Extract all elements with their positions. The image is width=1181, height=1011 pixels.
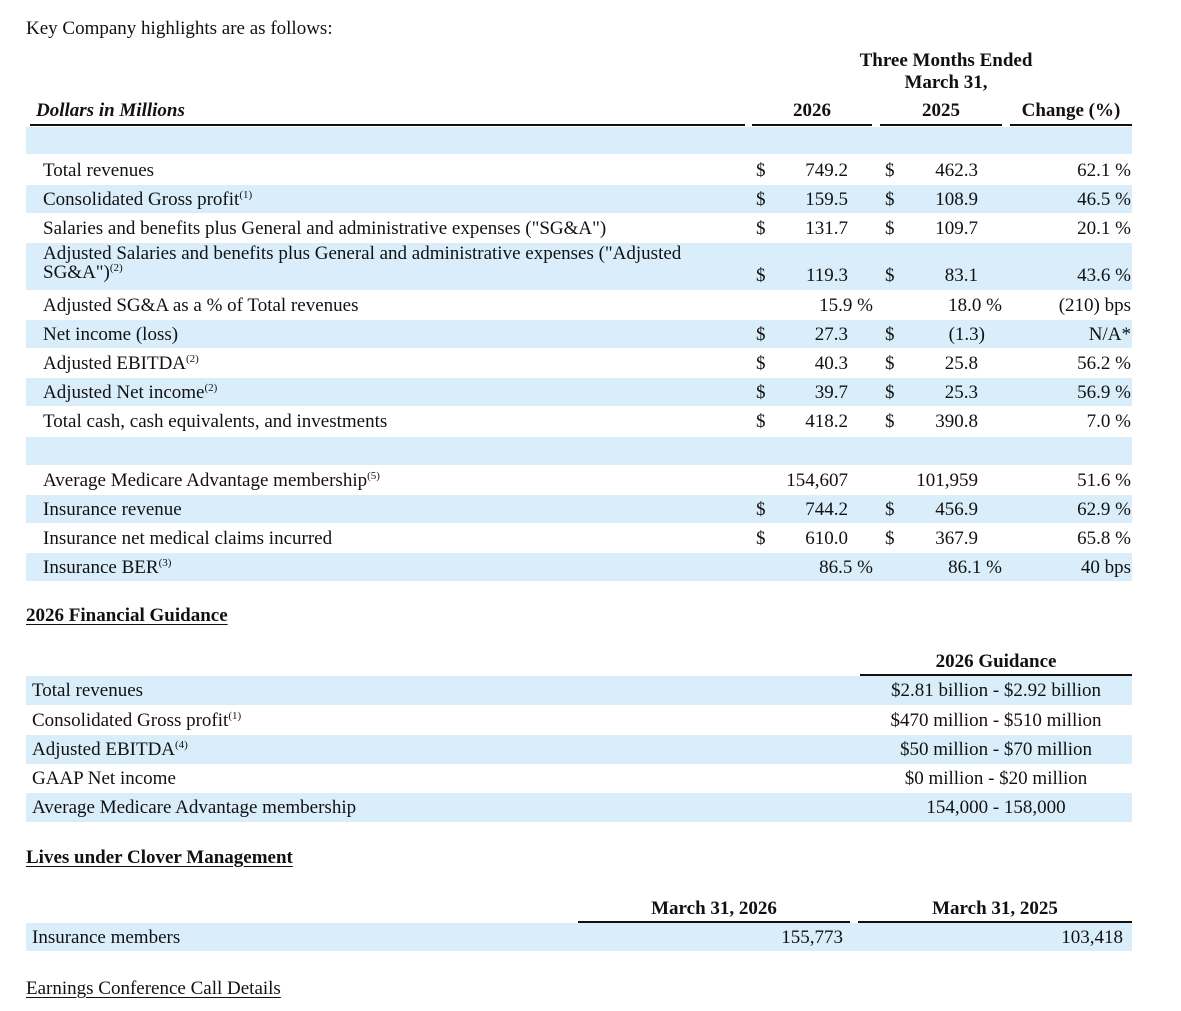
- lives-column-header-2026: March 31, 2026: [651, 898, 777, 919]
- value-2026: 131.7: [805, 218, 848, 239]
- currency-2026: $: [756, 265, 766, 286]
- row-label-line2: [43, 263, 681, 282]
- currency-2026: $: [756, 382, 766, 403]
- row-label-text: Insurance revenue: [43, 499, 182, 520]
- row-label-text: Consolidated Gross profit: [43, 189, 240, 210]
- lives-heading: Lives under Clover Management: [26, 847, 293, 868]
- earnings-call-details-link[interactable]: Earnings Conference Call Details: [26, 978, 281, 999]
- value-2026: 749.2: [805, 160, 848, 181]
- footnote-marker: (1): [239, 189, 253, 201]
- value-2026: 744.2: [805, 499, 848, 520]
- change-value: 65.8 %: [1077, 528, 1131, 549]
- lives-value-2025: 103,418: [1061, 927, 1123, 948]
- guidance-row-label-text: Adjusted EBITDA: [32, 739, 176, 760]
- guidance-row-label: [32, 797, 356, 819]
- guidance-row-value: $50 million - $70 million: [899, 739, 1093, 760]
- row-label-text: Adjusted Net income: [43, 382, 205, 403]
- footnote-marker: (2): [186, 353, 199, 365]
- currency-2026: $: [756, 411, 766, 432]
- value-2025: 83.1: [944, 265, 978, 286]
- change-value: 7.0 %: [1086, 411, 1131, 432]
- section-band: [26, 437, 1132, 465]
- guidance-row-label-text: Total revenues: [32, 680, 144, 701]
- lives-column-header-2025: March 31, 2025: [932, 898, 1058, 919]
- currency-2026: $: [756, 218, 766, 239]
- currency-2025: $: [885, 265, 895, 286]
- row-label: [43, 557, 171, 579]
- row-label-text: Total cash, cash equivalents, and investments: [43, 411, 388, 432]
- value-2025: 18.0 %: [948, 295, 1002, 316]
- footnote-marker: (1): [228, 710, 242, 722]
- currency-2025: $: [885, 353, 895, 374]
- currency-2026: $: [756, 499, 766, 520]
- footnote-marker: (3): [158, 557, 172, 569]
- header-rule-2026: [752, 124, 872, 126]
- value-2026: 119.3: [805, 265, 848, 286]
- footnote-marker: (4): [175, 739, 188, 751]
- value-2026: 15.9 %: [819, 295, 873, 316]
- period-header: [760, 50, 1132, 94]
- value-2026: 86.5 %: [819, 557, 873, 578]
- currency-2025: $: [885, 382, 895, 403]
- header-rule-2025: [880, 124, 1002, 126]
- row-label: [43, 499, 182, 521]
- column-header-change: Change (%): [1021, 100, 1121, 121]
- value-2025: (1.3): [948, 324, 985, 345]
- guidance-row-label: [32, 768, 176, 790]
- value-2025: 390.8: [935, 411, 978, 432]
- row-label: [43, 189, 252, 211]
- guidance-row-label-text: Average Medicare Advantage membership: [32, 797, 357, 818]
- currency-2025: $: [885, 528, 895, 549]
- change-value: 62.9 %: [1077, 499, 1131, 520]
- value-2025: 101,959: [916, 470, 978, 491]
- change-value: (210) bps: [1058, 295, 1131, 316]
- change-value: 20.1 %: [1077, 218, 1131, 239]
- currency-2025: $: [885, 411, 895, 432]
- currency-2025: $: [885, 218, 895, 239]
- header-rule-change: [1010, 124, 1132, 126]
- row-label: [43, 295, 358, 317]
- guidance-row-label: [32, 710, 241, 732]
- footnote-marker: (5): [367, 470, 380, 482]
- currency-2025: $: [885, 499, 895, 520]
- guidance-row-value: $0 million - $20 million: [904, 768, 1088, 789]
- change-value: 62.1 %: [1077, 160, 1131, 181]
- change-value: 40 bps: [1080, 557, 1131, 578]
- row-label-text: Insurance net medical claims incurred: [43, 528, 333, 549]
- currency-2025: $: [885, 189, 895, 210]
- value-2026: 159.5: [805, 189, 848, 210]
- value-2026: 610.0: [805, 528, 848, 549]
- change-value: 46.5 %: [1077, 189, 1131, 210]
- column-header-2026: 2026: [793, 100, 831, 121]
- row-label-text: Salaries and benefits plus General and administrative expenses ("SG&A"): [43, 218, 607, 239]
- change-value: N/A*: [1088, 324, 1131, 345]
- value-2025: 25.8: [944, 353, 978, 374]
- currency-2026: $: [756, 160, 766, 181]
- value-2025: 109.7: [935, 218, 978, 239]
- row-label-line2-text: SG&A"): [43, 262, 110, 283]
- change-value: 56.2 %: [1077, 353, 1131, 374]
- guidance-row-value: $470 million - $510 million: [890, 710, 1102, 731]
- lives-row-label: Insurance members: [32, 927, 181, 948]
- footnote-marker: (2): [109, 262, 123, 274]
- row-label: [43, 411, 387, 433]
- units-label: Dollars in Millions: [36, 100, 185, 121]
- section-band: [26, 127, 1132, 154]
- guidance-row-value: $2.81 billion - $2.92 billion: [890, 680, 1102, 701]
- currency-2026: $: [756, 189, 766, 210]
- intro-text: Key Company highlights are as follows:: [26, 18, 333, 39]
- currency-2026: $: [756, 353, 766, 374]
- row-label: [43, 324, 178, 346]
- footnote-marker: (2): [204, 382, 218, 394]
- change-value: 43.6 %: [1077, 265, 1131, 286]
- row-label: [43, 470, 380, 492]
- row-label-text: Adjusted EBITDA: [43, 353, 187, 374]
- currency-2026: $: [756, 528, 766, 549]
- value-2026: 154,607: [786, 470, 848, 491]
- row-label: [43, 353, 199, 375]
- guidance-row-label: [32, 739, 188, 761]
- row-label-text: Average Medicare Advantage membership: [43, 470, 368, 491]
- value-2025: 25.3: [944, 382, 978, 403]
- value-2026: 418.2: [805, 411, 848, 432]
- change-value: 51.6 %: [1077, 470, 1131, 491]
- column-header-2025: 2025: [922, 100, 960, 121]
- change-value: 56.9 %: [1077, 382, 1131, 403]
- value-2025: 456.9: [935, 499, 978, 520]
- currency-2025: $: [885, 160, 895, 181]
- row-label-text: Total revenues: [43, 160, 155, 181]
- value-2025: 108.9: [935, 189, 978, 210]
- value-2025: 462.3: [935, 160, 978, 181]
- value-2026: 40.3: [814, 353, 848, 374]
- row-label-text: Net income (loss): [43, 324, 179, 345]
- value-2025: 86.1 %: [948, 557, 1002, 578]
- row-label-text: Insurance BER: [43, 557, 159, 578]
- currency-2026: $: [756, 324, 766, 345]
- row-label: [43, 382, 217, 404]
- period-header-line2: March 31,: [904, 72, 988, 93]
- guidance-heading: 2026 Financial Guidance: [26, 605, 228, 626]
- guidance-column-header: 2026 Guidance: [935, 651, 1057, 672]
- row-label: [43, 218, 606, 240]
- lives-row-band: [26, 923, 1132, 951]
- row-label: [43, 160, 154, 182]
- guidance-row-label-text: GAAP Net income: [32, 768, 176, 789]
- currency-2025: $: [885, 324, 895, 345]
- header-rule-label: [30, 124, 745, 126]
- row-label-text: Adjusted SG&A as a % of Total revenues: [43, 295, 359, 316]
- row-label-line1: Adjusted Salaries and benefits plus General and administrative expenses ("Adjusted: [43, 243, 682, 264]
- value-2026: 39.7: [814, 382, 848, 403]
- guidance-row-label-text: Consolidated Gross profit: [32, 710, 229, 731]
- value-2025: 367.9: [935, 528, 978, 549]
- guidance-row-value: 154,000 - 158,000: [926, 797, 1066, 818]
- guidance-row-label: [32, 680, 143, 702]
- lives-value-2026: 155,773: [781, 927, 843, 948]
- row-label: [43, 528, 332, 550]
- row-label: [43, 244, 681, 282]
- value-2026: 27.3: [814, 324, 848, 345]
- period-header-line1: Three Months Ended: [859, 50, 1033, 71]
